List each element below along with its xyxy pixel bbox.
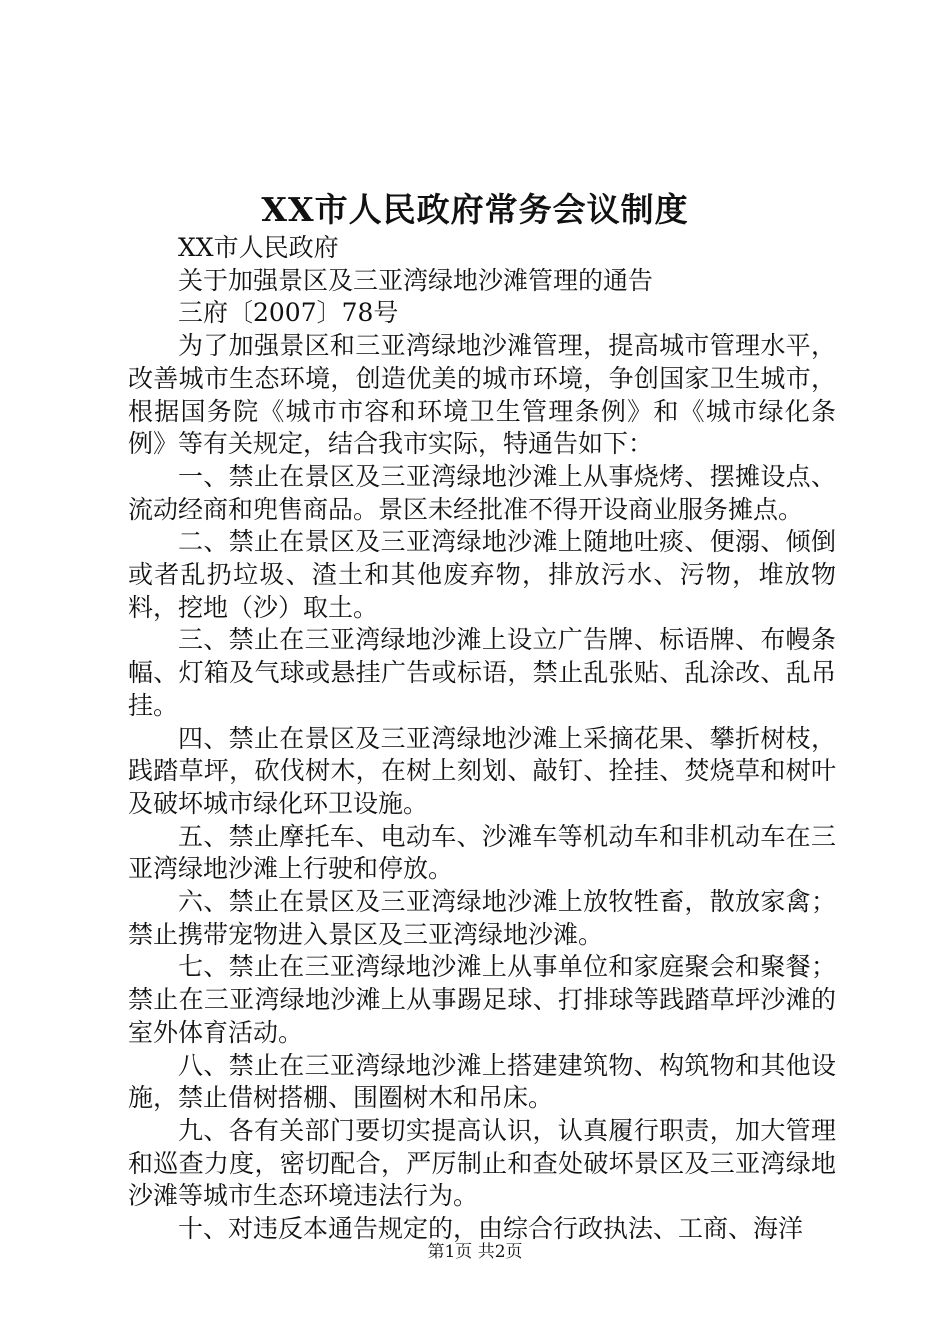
header-document-number: 三府〔2007〕78号	[178, 298, 399, 328]
document-body	[128, 232, 836, 1246]
paragraph-item-2: 二、禁止在景区及三亚湾绿地沙滩上随地吐痰、便溺、倾倒或者乱扔垃圾、渣土和其他废弃物，排放污水、污物，堆放物料，挖地（沙）取土。	[128, 527, 836, 622]
paragraph-item-8: 八、禁止在三亚湾绿地沙滩上搭建建筑物、构筑物和其他设施，禁止借树搭棚、围圈树木和吊床。	[128, 1050, 836, 1113]
paragraph-item-1: 一、禁止在景区及三亚湾绿地沙滩上从事烧烤、摆摊设点、流动经商和兜售商品。景区未经批准不得开设商业服务摊点。	[128, 461, 836, 524]
document-title: XX市人民政府常务会议制度	[261, 190, 689, 229]
paragraph-item-9: 九、各有关部门要切实提高认识，认真履行职责，加大管理和巡查力度，密切配合，严厉制止和查处破坏景区及三亚湾绿地沙滩等城市生态环境违法行为。	[128, 1115, 836, 1211]
paragraph-item-3: 三、禁止在三亚湾绿地沙滩上设立广告牌、标语牌、布幔条幅、灯箱及气球或悬挂广告或标语，禁止乱张贴、乱涂改、乱吊挂。	[128, 625, 836, 720]
page-footer: 第1页 共2页	[427, 1242, 523, 1262]
paragraph-intro: 为了加强景区和三亚湾绿地沙滩管理，提高城市管理水平，改善城市生态环境，创造优美的城市环境，争创国家卫生城市，根据国务院《城市市容和环境卫生管理条例》和《城市绿化条例》等有关规定，结合我市实际，特通告如下：	[128, 331, 836, 459]
paragraph-item-10: 十、对违反本通告规定的，由综合行政执法、工商、海洋	[178, 1214, 804, 1244]
paragraph-item-7: 七、禁止在三亚湾绿地沙滩上从事单位和家庭聚会和聚餐；禁止在三亚湾绿地沙滩上从事踢足球、打排球等践踏草坪沙滩的室外体育活动。	[128, 952, 836, 1047]
header-issuer: XX市人民政府	[178, 233, 339, 262]
paragraph-item-4: 四、禁止在景区及三亚湾绿地沙滩上采摘花果、攀折树枝，践踏草坪，砍伐树木，在树上刻划、敲钉、拴挂、焚烧草和树叶及破坏城市绿化环卫设施。	[128, 723, 836, 818]
paragraph-item-5: 五、禁止摩托车、电动车、沙滩车等机动车和非机动车在三亚湾绿地沙滩上行驶和停放。	[128, 821, 836, 884]
header-notice-title: 关于加强景区及三亚湾绿地沙滩管理的通告	[178, 265, 654, 295]
paragraph-item-6: 六、禁止在景区及三亚湾绿地沙滩上放牧牲畜，散放家禽；禁止携带宠物进入景区及三亚湾绿地沙滩。	[128, 887, 836, 949]
